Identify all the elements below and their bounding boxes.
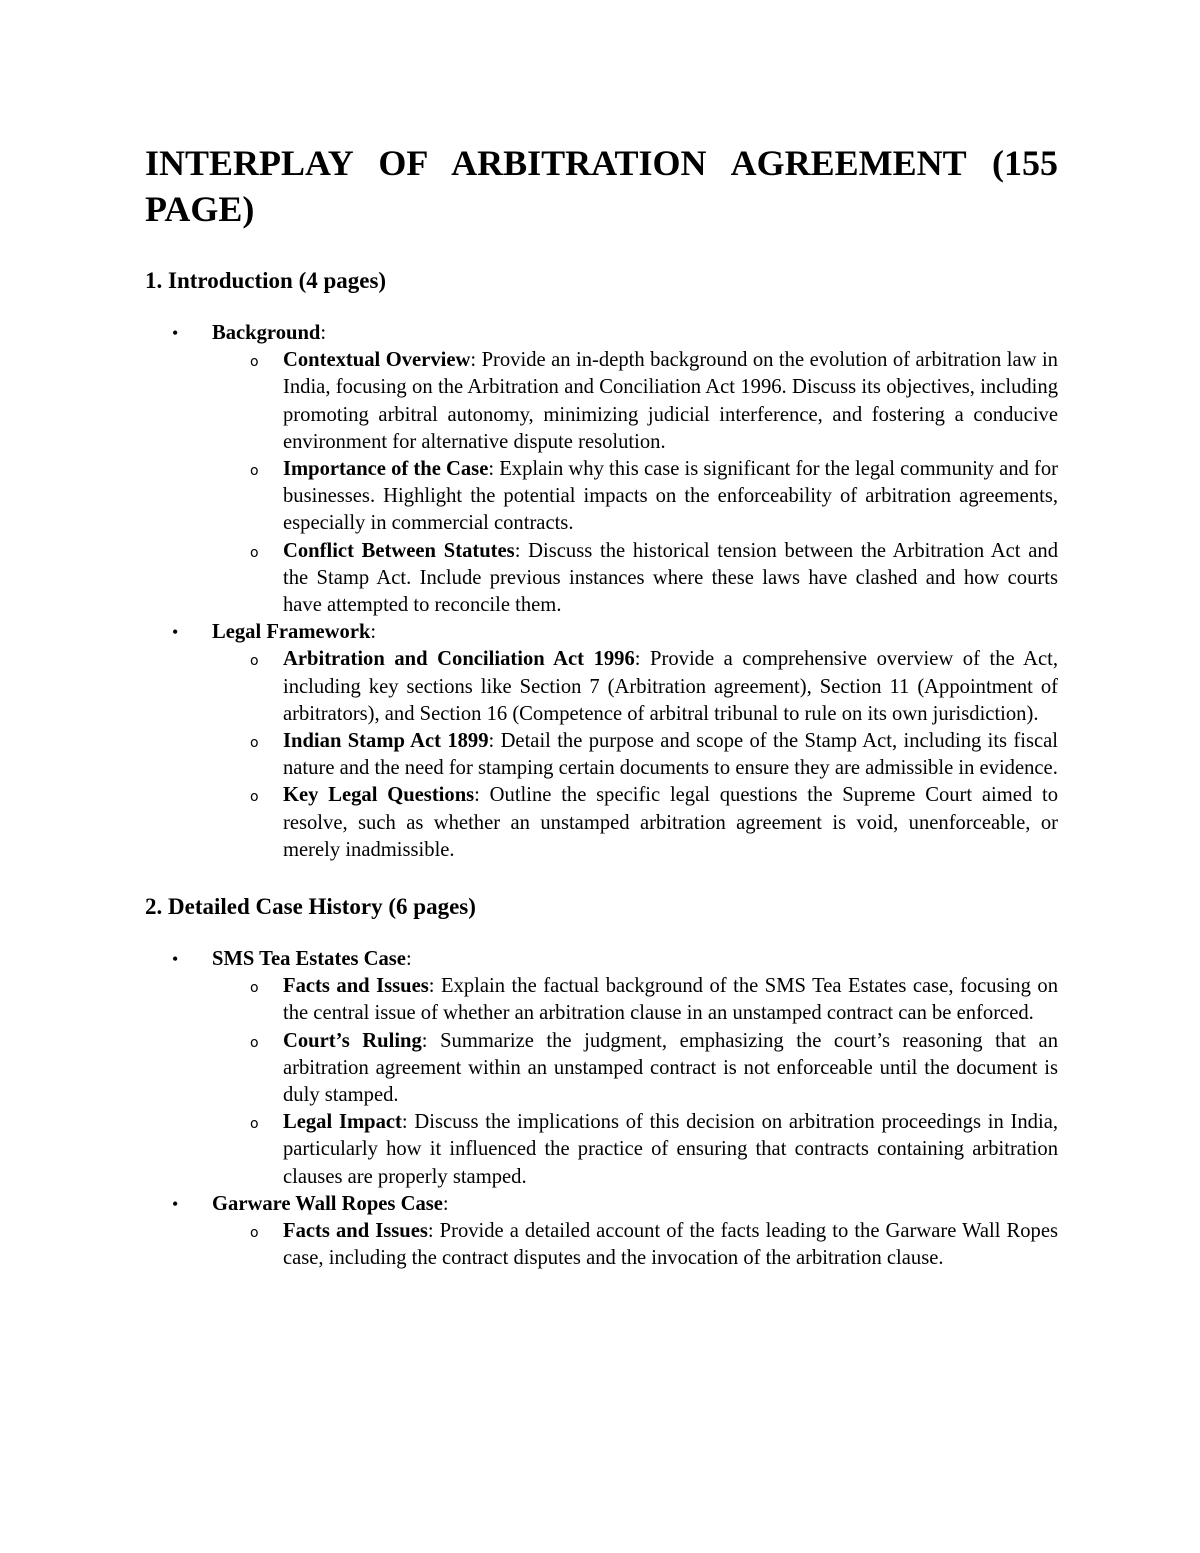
section-heading: 2. Detailed Case History (6 pages) [145,894,476,920]
bullet-label: SMS Tea Estates Case [212,948,406,971]
item-label: Importance of the Case [283,458,489,481]
sub-bullet-item [145,782,1058,864]
item-text: : Discuss the implications of this decision on arbitration proceedings in India, particularly how it influenced the practice of ensuring that contracts containing arbitration clauses are properly stamped. [283,1111,1058,1188]
item-text: : Outline the specific legal questions the Supreme Court aimed to resolve, such as whether an unstamped arbitration agreement is void, unenforceable, or merely inadmissible. [283,784,1058,861]
item-text: : Provide a comprehensive overview of the Act, including key sections like Section 7 (Arbitration agreement), Section 11 (Appointment of arbitrators), and Section 16 (Competence of arbitral tribunal to rule on its own jurisdiction). [283,648,1058,725]
item-label: Indian Stamp Act 1899 [283,730,489,753]
bullet-list [145,320,1058,864]
item-text: : Explain why this case is significant for the legal community and for businesses. Highlight the potential impacts on the enforceability of arbitration agreements, especially in commercial contracts. [283,458,1058,535]
item-label: Facts and Issues [283,1220,428,1243]
item-label: Conflict Between Statutes [283,539,515,562]
section-heading: 1. Introduction (4 pages) [145,268,387,293]
sub-bullet-item [145,456,1058,538]
sub-bullet-list [212,347,1058,619]
item-label: Facts and Issues [283,975,429,998]
outline-section [145,892,1058,1272]
item-text: : Explain the factual background of the SMS Tea Estates case, focusing on the central issue of whether an arbitration clause in an unstamped contract can be enforced. [283,975,1059,1025]
sub-bullet-item [145,1028,1058,1110]
bullet-dot: • [172,622,179,643]
bullet-label: Garware Wall Ropes Case [212,1192,443,1215]
sub-bullet-marker: o [250,1116,259,1133]
outline-section [145,266,1058,864]
item-label: Contextual Overview [283,349,471,372]
sub-bullet-list [212,646,1058,864]
item-text: : Detail the purpose and scope of the Stamp Act, including its fiscal nature and the need for stamping certain documents to ensure they are admissible in evidence. [283,730,1058,780]
sub-bullet-marker: o [250,980,259,997]
item-label: Arbitration and Conciliation Act 1996 [283,648,635,671]
sub-bullet-list [212,1218,1058,1272]
sub-bullet-list [212,973,1058,1191]
item-label: Court’s Ruling [283,1029,422,1052]
bullet-suffix: : [370,621,377,644]
bullet-label: Background [212,322,321,344]
bullet-item [145,1191,1058,1273]
bullet-item [145,320,1058,619]
bullet-suffix: : [320,322,327,344]
bullet-dot: • [172,323,179,343]
bullet-item [145,946,1058,1191]
item-label: Key Legal Questions [283,784,475,807]
sub-bullet-marker: o [250,1034,259,1051]
sub-bullet-marker: o [250,463,259,480]
document-body [145,266,1058,1273]
bullet-dot: • [172,1193,179,1214]
sub-bullet-marker: o [250,354,259,371]
sub-bullet-marker: o [250,653,259,670]
sub-bullet-marker: o [250,1225,259,1242]
sub-bullet-marker: o [250,789,259,806]
sub-bullet-item [145,728,1058,782]
bullet-suffix: : [442,1192,449,1215]
sub-bullet-item [145,973,1058,1027]
item-text: : Summarize the judgment, emphasizing the court’s reasoning that an arbitration agreement within an unstamped contract is not enforceable until the document is duly stamped. [283,1029,1058,1107]
bullet-label: Legal Framework [212,621,371,644]
sub-bullet-item [145,1218,1058,1272]
sub-bullet-marker: o [250,544,259,561]
sub-bullet-item [145,646,1058,728]
bullet-dot: • [172,949,179,970]
bullet-suffix: : [405,948,412,971]
item-text: : Provide an in-depth background on the evolution of arbitration law in India, focusing on the Arbitration and Conciliation Act 1996. Discuss its objectives, including promoting arbitral autonomy, minimizing judicial interference, and fostering a conducive environment for alternative dispute resolution. [283,349,1058,453]
sub-bullet-item [145,347,1058,456]
bullet-list [145,946,1058,1272]
item-text: : Discuss the historical tension between the Arbitration Act and the Stamp Act. Include previous instances where these laws have clashed and how courts have attempted to reconcile them. [283,539,1058,617]
item-text: : Provide a detailed account of the facts leading to the Garware Wall Ropes case, including the contract disputes and the invocation of the arbitration clause. [283,1220,1059,1270]
document-title: INTERPLAY OF ARBITRATION AGREEMENT (155 PAGE) [145,143,1058,229]
item-label: Legal Impact [283,1111,402,1134]
sub-bullet-item [145,1109,1058,1191]
sub-bullet-marker: o [250,735,259,752]
sub-bullet-item [145,538,1058,620]
bullet-item [145,619,1058,864]
